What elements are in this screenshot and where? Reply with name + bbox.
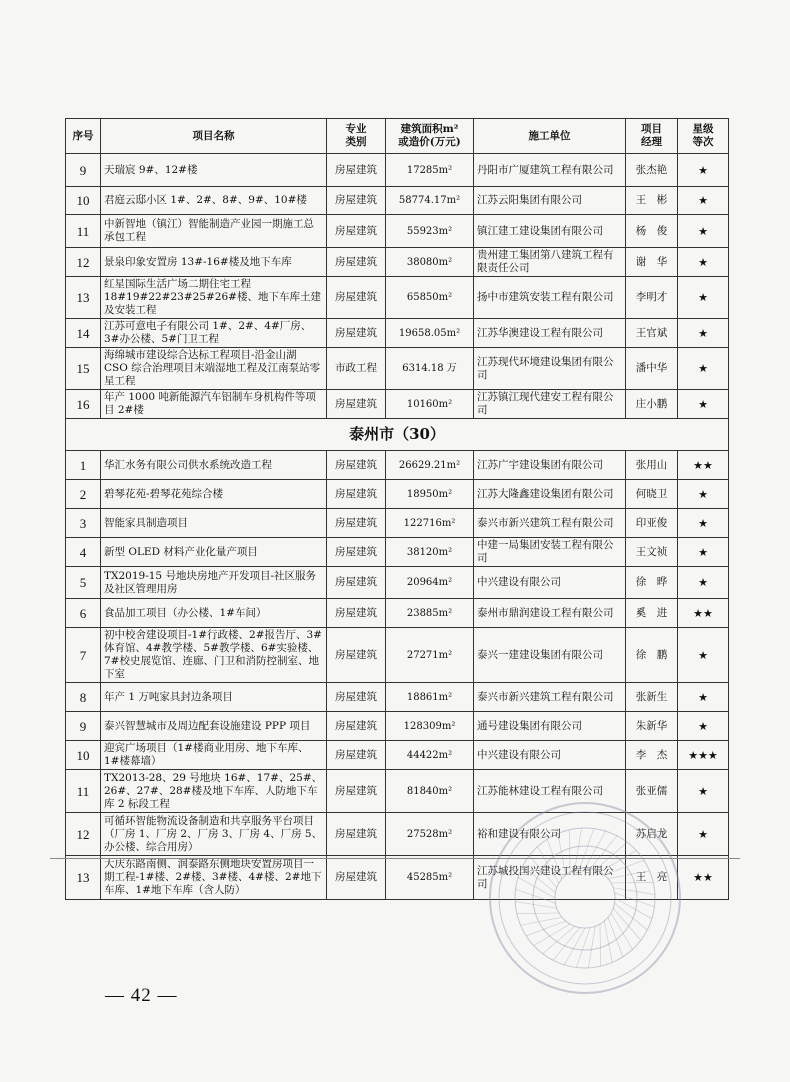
row-stars: ★★★ (678, 741, 729, 770)
row-category: 房屋建筑 (327, 319, 386, 348)
table-row (66, 509, 729, 538)
row-manager: 张亚儒 (626, 770, 678, 813)
row-project-name: 食品加工项目（办公楼、1#车间） (101, 599, 327, 628)
row-area: 45285m² (386, 856, 474, 900)
row-stars: ★ (678, 215, 729, 248)
row-manager: 王 亮 (626, 856, 678, 900)
table-row (66, 451, 729, 480)
row-manager: 奚 进 (626, 599, 678, 628)
row-stars: ★ (678, 348, 729, 390)
table-row (66, 813, 729, 856)
row-seq: 9 (66, 154, 101, 187)
header-builder: 施工单位 (474, 119, 626, 154)
row-area: 17285m² (386, 154, 474, 187)
row-project-name: 景泉印象安置房 13#-16#楼及地下车库 (101, 248, 327, 277)
table-row (66, 599, 729, 628)
table-row (66, 154, 729, 187)
row-category: 房屋建筑 (327, 712, 386, 741)
row-project-name: 君庭云邸小区 1#、2#、8#、9#、10#楼 (101, 187, 327, 215)
table-row (66, 712, 729, 741)
row-stars: ★ (678, 509, 729, 538)
table-row (66, 770, 729, 813)
row-seq: 14 (66, 319, 101, 348)
table-header-row (66, 119, 729, 154)
header-category: 专业 类别 (327, 119, 386, 154)
row-builder: 江苏大隆鑫建设集团有限公司 (474, 480, 626, 509)
row-seq: 10 (66, 741, 101, 770)
row-category: 房屋建筑 (327, 567, 386, 599)
row-manager: 徐 鹏 (626, 628, 678, 683)
project-table (65, 118, 729, 900)
row-category: 房屋建筑 (327, 856, 386, 900)
row-category: 房屋建筑 (327, 509, 386, 538)
row-stars: ★ (678, 712, 729, 741)
row-project-name: 碧琴花苑-碧琴花苑综合楼 (101, 480, 327, 509)
table-row (66, 538, 729, 567)
row-category: 房屋建筑 (327, 741, 386, 770)
row-area: 81840m² (386, 770, 474, 813)
row-manager: 张用山 (626, 451, 678, 480)
row-project-name: TX2013-28、29 号地块 16#、17#、25#、26#、27#、28#楼及地下车库、人防地下车库 2 标段工程 (101, 770, 327, 813)
row-builder: 丹阳市广厦建筑工程有限公司 (474, 154, 626, 187)
header-name: 项目名称 (101, 119, 327, 154)
row-stars: ★ (678, 187, 729, 215)
row-manager: 王官斌 (626, 319, 678, 348)
row-area: 38120m² (386, 538, 474, 567)
row-manager: 苏启龙 (626, 813, 678, 856)
row-stars: ★ (678, 480, 729, 509)
row-project-name: 天瑞宸 9#、12#楼 (101, 154, 327, 187)
table-row (66, 567, 729, 599)
row-builder: 泰兴一建建设集团有限公司 (474, 628, 626, 683)
row-project-name: 初中校舍建设项目-1#行政楼、2#报告厅、3#体育馆、4#教学楼、5#教学楼、6#实验楼、7#校史展览馆、连廊、门卫和消防控制室、地下室 (101, 628, 327, 683)
row-category: 房屋建筑 (327, 683, 386, 712)
group2-body (66, 451, 729, 900)
row-project-name: 红星国际生活广场二期住宅工程18#19#22#23#25#26#楼、地下车库土建及安装工程 (101, 277, 327, 319)
table-row (66, 683, 729, 712)
row-project-name: TX2019-15 号地块房地产开发项目-社区服务及社区管理用房 (101, 567, 327, 599)
row-category: 房屋建筑 (327, 248, 386, 277)
row-stars: ★★ (678, 451, 729, 480)
row-seq: 10 (66, 187, 101, 215)
row-manager: 印亚俊 (626, 509, 678, 538)
row-seq: 13 (66, 277, 101, 319)
row-seq: 6 (66, 599, 101, 628)
header-stars: 星级 等次 (678, 119, 729, 154)
row-area: 27528m² (386, 813, 474, 856)
row-seq: 15 (66, 348, 101, 390)
row-stars: ★ (678, 248, 729, 277)
row-manager: 李 杰 (626, 741, 678, 770)
row-manager: 徐 晔 (626, 567, 678, 599)
row-builder: 江苏云阳集团有限公司 (474, 187, 626, 215)
table-row (66, 248, 729, 277)
row-area: 18950m² (386, 480, 474, 509)
row-manager: 王文祯 (626, 538, 678, 567)
row-builder: 泰兴市新兴建筑工程有限公司 (474, 509, 626, 538)
row-seq: 2 (66, 480, 101, 509)
row-area: 58774.17m² (386, 187, 474, 215)
row-area: 23885m² (386, 599, 474, 628)
row-project-name: 中新智地（镇江）智能制造产业园一期施工总承包工程 (101, 215, 327, 248)
row-manager: 何晓卫 (626, 480, 678, 509)
row-area: 122716m² (386, 509, 474, 538)
row-seq: 7 (66, 628, 101, 683)
row-manager: 张杰艳 (626, 154, 678, 187)
row-seq: 12 (66, 813, 101, 856)
row-category: 房屋建筑 (327, 538, 386, 567)
row-builder: 江苏镇江现代建安工程有限公司 (474, 390, 626, 419)
row-stars: ★ (678, 628, 729, 683)
row-project-name: 迎宾广场项目（1#楼商业用房、地下车库、1#楼幕墙） (101, 741, 327, 770)
row-builder: 中兴建设有限公司 (474, 741, 626, 770)
row-category: 房屋建筑 (327, 770, 386, 813)
row-project-name: 智能家具制造项目 (101, 509, 327, 538)
row-seq: 8 (66, 683, 101, 712)
row-category: 房屋建筑 (327, 813, 386, 856)
row-area: 44422m² (386, 741, 474, 770)
row-builder: 泰州市鼎润建设工程有限公司 (474, 599, 626, 628)
row-seq: 4 (66, 538, 101, 567)
row-seq: 13 (66, 856, 101, 900)
row-builder: 镇江建工建设集团有限公司 (474, 215, 626, 248)
row-project-name: 泰兴智慧城市及周边配套设施建设 PPP 项目 (101, 712, 327, 741)
row-manager: 庄小鹏 (626, 390, 678, 419)
table-row (66, 741, 729, 770)
table-row (66, 215, 729, 248)
row-stars: ★ (678, 567, 729, 599)
row-stars: ★ (678, 813, 729, 856)
row-builder: 通号建设集团有限公司 (474, 712, 626, 741)
row-area: 18861m² (386, 683, 474, 712)
row-area: 26629.21m² (386, 451, 474, 480)
row-stars: ★ (678, 683, 729, 712)
header-area: 建筑面积m² 或造价(万元) (386, 119, 474, 154)
row-category: 房屋建筑 (327, 390, 386, 419)
row-area: 128309m² (386, 712, 474, 741)
row-category: 房屋建筑 (327, 599, 386, 628)
header-seq: 序号 (66, 119, 101, 154)
row-category: 房屋建筑 (327, 187, 386, 215)
fold-line (50, 858, 740, 859)
row-manager: 杨 俊 (626, 215, 678, 248)
table-row (66, 187, 729, 215)
row-area: 20964m² (386, 567, 474, 599)
row-seq: 11 (66, 770, 101, 813)
row-area: 10160m² (386, 390, 474, 419)
row-project-name: 大庆东路南侧、润泰路东侧地块安置房项目一期工程-1#楼、2#楼、3#楼、4#楼、2#地下车库、1#地下车库（含人防） (101, 856, 327, 900)
row-project-name: 年产 1 万吨家具封边条项目 (101, 683, 327, 712)
row-stars: ★ (678, 277, 729, 319)
row-builder: 扬中市建筑安装工程有限公司 (474, 277, 626, 319)
table-row (66, 390, 729, 419)
row-builder: 江苏华澳建设工程有限公司 (474, 319, 626, 348)
table-row (66, 277, 729, 319)
group1-body (66, 154, 729, 419)
row-stars: ★ (678, 770, 729, 813)
row-area: 38080m² (386, 248, 474, 277)
table-row (66, 348, 729, 390)
table-row (66, 480, 729, 509)
row-manager: 王 彬 (626, 187, 678, 215)
row-stars: ★★ (678, 856, 729, 900)
row-stars: ★ (678, 319, 729, 348)
page-number: — 42 — (105, 985, 178, 1006)
row-project-name: 可循环智能物流设备制造和共享服务平台项目（厂房 1、厂房 2、厂房 3、厂房 4、厂房 5、办公楼、综合用房） (101, 813, 327, 856)
row-stars: ★ (678, 390, 729, 419)
row-seq: 5 (66, 567, 101, 599)
row-manager: 朱新华 (626, 712, 678, 741)
row-project-name: 海绵城市建设综合达标工程项目-沿金山湖 CSO 综合治理项目末端湿地工程及江南泵站零星工程 (101, 348, 327, 390)
row-manager: 潘中华 (626, 348, 678, 390)
row-builder: 贵州建工集团第八建筑工程有限责任公司 (474, 248, 626, 277)
row-builder: 裕和建设有限公司 (474, 813, 626, 856)
row-category: 房屋建筑 (327, 451, 386, 480)
row-category: 房屋建筑 (327, 628, 386, 683)
row-stars: ★ (678, 154, 729, 187)
row-seq: 9 (66, 712, 101, 741)
row-project-name: 年产 1000 吨新能源汽车铝制车身机构件等项目 2#楼 (101, 390, 327, 419)
row-seq: 12 (66, 248, 101, 277)
row-project-name: 江苏可意电子有限公司 1#、2#、4#厂房、3#办公楼、5#门卫工程 (101, 319, 327, 348)
section-title: 泰州市（30） (66, 419, 729, 451)
section-row (66, 419, 729, 451)
row-builder: 中兴建设有限公司 (474, 567, 626, 599)
row-builder: 江苏能林建设工程有限公司 (474, 770, 626, 813)
row-manager: 李明才 (626, 277, 678, 319)
table-row (66, 628, 729, 683)
row-area: 27271m² (386, 628, 474, 683)
row-stars: ★★ (678, 599, 729, 628)
row-stars: ★ (678, 538, 729, 567)
row-category: 市政工程 (327, 348, 386, 390)
row-area: 19658.05m² (386, 319, 474, 348)
header-manager: 项目 经理 (626, 119, 678, 154)
row-category: 房屋建筑 (327, 277, 386, 319)
row-builder: 泰兴市新兴建筑工程有限公司 (474, 683, 626, 712)
row-builder: 中建一局集团安装工程有限公司 (474, 538, 626, 567)
row-seq: 1 (66, 451, 101, 480)
row-builder: 江苏城投国兴建设工程有限公司 (474, 856, 626, 900)
row-project-name: 华汇水务有限公司供水系统改造工程 (101, 451, 327, 480)
row-manager: 谢 华 (626, 248, 678, 277)
row-area: 55923m² (386, 215, 474, 248)
table-row (66, 856, 729, 900)
row-seq: 3 (66, 509, 101, 538)
table-row (66, 319, 729, 348)
row-area: 6314.18 万 (386, 348, 474, 390)
row-builder: 江苏现代环境建设集团有限公司 (474, 348, 626, 390)
row-category: 房屋建筑 (327, 480, 386, 509)
row-category: 房屋建筑 (327, 154, 386, 187)
row-seq: 11 (66, 215, 101, 248)
row-area: 65850m² (386, 277, 474, 319)
row-category: 房屋建筑 (327, 215, 386, 248)
row-project-name: 新型 OLED 材料产业化量产项目 (101, 538, 327, 567)
row-seq: 16 (66, 390, 101, 419)
row-builder: 江苏广宇建设集团有限公司 (474, 451, 626, 480)
row-manager: 张新生 (626, 683, 678, 712)
